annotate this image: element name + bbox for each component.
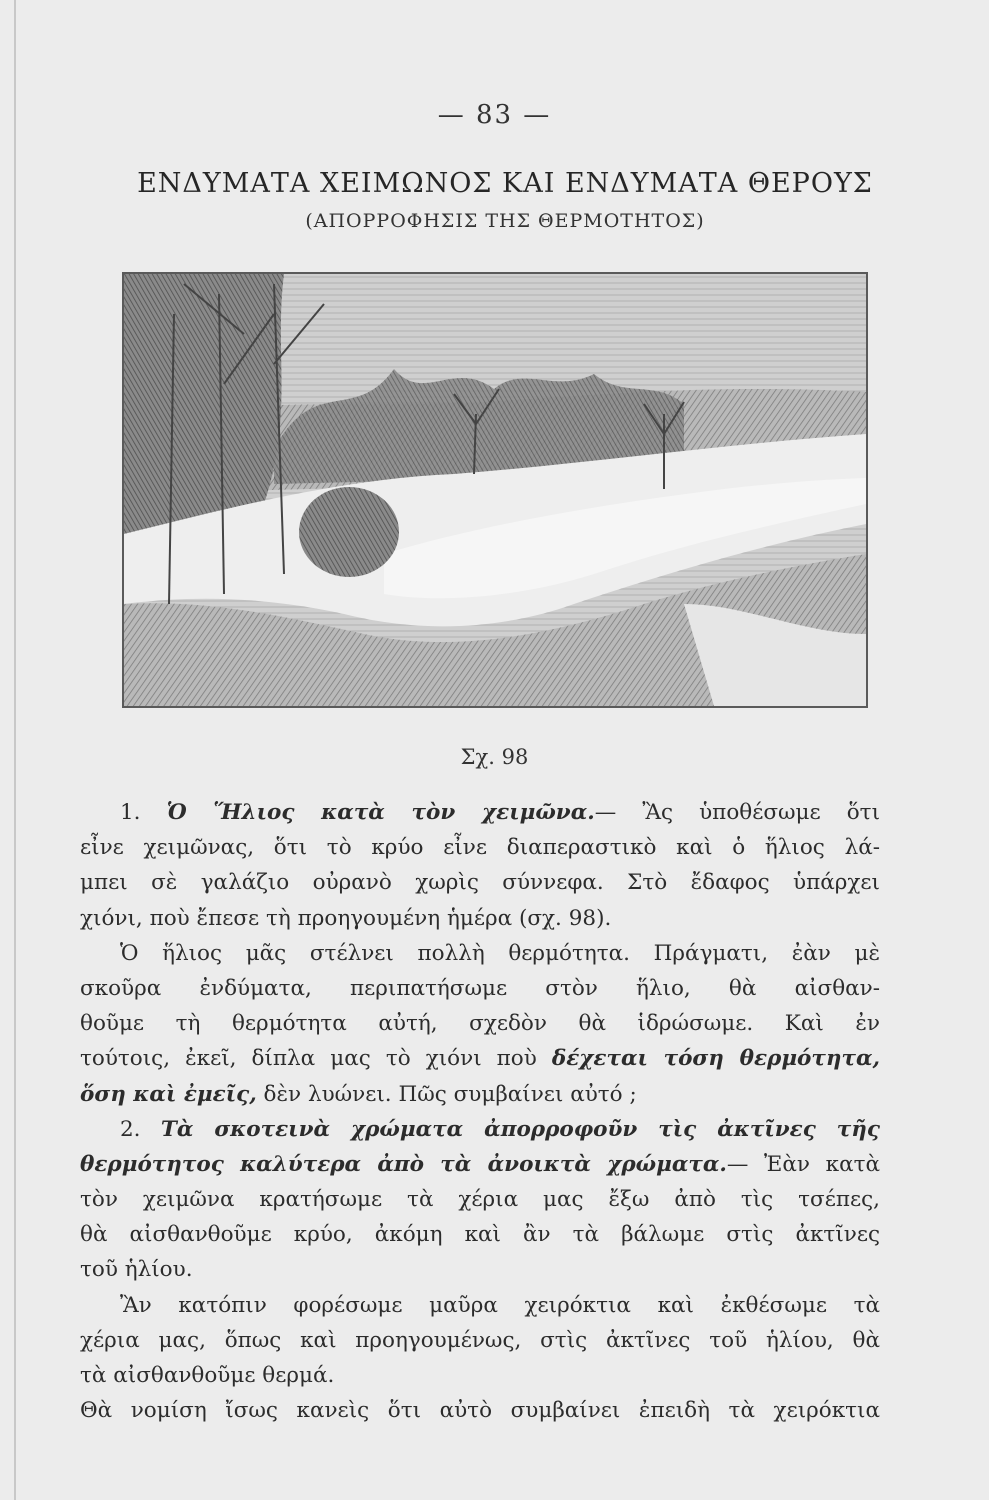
text-line: [80, 1288, 880, 1323]
text-line: [80, 971, 880, 1006]
winter-landscape-illustration: [124, 274, 866, 706]
text-run: σκοῦρα ἐνδύματα, περιπατήσωμε στὸν ἥλιο, θὰ αἰσθαν-: [80, 975, 880, 1001]
text-line: [80, 1006, 880, 1041]
text-run: θὰ αἰσθανθοῦμε κρύο, ἀκόμη καὶ ἂν τὰ βάλωμε στὶς ἀκτῖνες: [80, 1222, 880, 1248]
text-line: [80, 1252, 880, 1287]
text-line: [80, 1077, 880, 1112]
text-line: [80, 1182, 880, 1217]
figure-winter-landscape: [122, 272, 868, 708]
text-run: θοῦμε τὴ θερμότητα αὐτή, σχεδὸν θὰ ἱδρώσωμε. Καὶ ἐν: [80, 1011, 880, 1037]
page-title: ΕΝΔΥΜΑΤΑ ΧΕΙΜΩΝΟΣ ΚΑΙ ΕΝΔΥΜΑΤΑ ΘΕΡΟΥΣ: [137, 168, 873, 199]
text-line: [80, 830, 880, 865]
text-line: [80, 901, 880, 936]
text-line: [80, 1112, 880, 1147]
text-line: [80, 1323, 880, 1358]
text-run: Θὰ νομίση ἴσως κανεὶς ὅτι αὐτὸ συμβαίνει ἐπειδὴ τὰ χειρόκτια: [80, 1398, 880, 1424]
text-line: [80, 1147, 880, 1182]
text-line: [80, 795, 880, 830]
text-run: δὲν λυώνει. Πῶς συμβαίνει αὐτό ;: [256, 1081, 637, 1107]
emphasis-text: Ὁ Ἥλιος κατὰ τὸν χειμῶνα.: [166, 800, 595, 825]
text-run: χέρια μας, ὅπως καὶ προηγουμένως, στὶς ἀκτῖνες τοῦ ἡλίου, θὰ: [80, 1327, 880, 1353]
emphasis-text: δέχεται τόση θερμότητα,: [551, 1046, 880, 1072]
text-line: [80, 936, 880, 971]
text-run: τὰ αἰσθανθοῦμε θερμά.: [80, 1363, 335, 1388]
emphasis-text: Τὰ σκοτεινὰ χρώματα ἀπορροφοῦν τὶς ἀκτῖνες τῆς: [160, 1116, 880, 1142]
text-run: — Ἐὰν κατὰ: [726, 1151, 880, 1177]
text-line: [80, 1393, 880, 1428]
text-run: — Ἂς ὑποθέσωμε ὅτι: [594, 800, 880, 825]
text-run: Ἂν κατόπιν φορέσωμε μαῦρα χειρόκτια καὶ ἐκθέσωμε τὰ: [120, 1292, 880, 1318]
page-subtitle: (ΑΠΟΡΡΟΦΗΣΙΣ ΤΗΣ ΘΕΡΜΟΤΗΤΟΣ): [305, 210, 705, 232]
text-run: εἶνε χειμῶνας, ὅτι τὸ κρύο εἶνε διαπεραστικὸ καὶ ὁ ἥλιος λά-: [80, 835, 880, 861]
text-run: χιόνι, ποὺ ἔπεσε τὴ προηγουμένη ἡμέρα (σχ. 98).: [80, 905, 612, 931]
text-run: 2.: [120, 1116, 161, 1142]
text-run: τούτοις, ἐκεῖ, δίπλα μας τὸ χιόνι ποὺ: [80, 1046, 552, 1072]
text-line: [80, 1217, 880, 1252]
emphasis-text: ὅση καὶ ἐμεῖς,: [80, 1081, 257, 1107]
text-run: τοῦ ἡλίου.: [80, 1257, 193, 1283]
figure-caption: Σχ. 98: [460, 745, 529, 769]
text-run: τὸν χειμῶνα κρατήσωμε τὰ χέρια μας ἔξω ἀπὸ τὶς τσέπες,: [80, 1187, 880, 1213]
page-number: — 83 —: [437, 100, 552, 130]
text-line: [80, 1358, 880, 1393]
body-text: [80, 795, 880, 1428]
emphasis-text: θερμότητος καλύτερα ἀπὸ τὰ ἀνοικτὰ χρώματα.: [80, 1151, 727, 1177]
text-line: [80, 1041, 880, 1076]
text-run: 1.: [120, 800, 167, 825]
text-line: [80, 865, 880, 900]
text-run: μπει σὲ γαλάζιο οὐρανὸ χωρὶς σύννεφα. Στὸ ἔδαφος ὑπάρχει: [80, 870, 880, 896]
text-run: Ὁ ἥλιος μᾶς στέλνει πολλὴ θερμότητα. Πράγματι, ἐὰν μὲ: [120, 940, 880, 966]
